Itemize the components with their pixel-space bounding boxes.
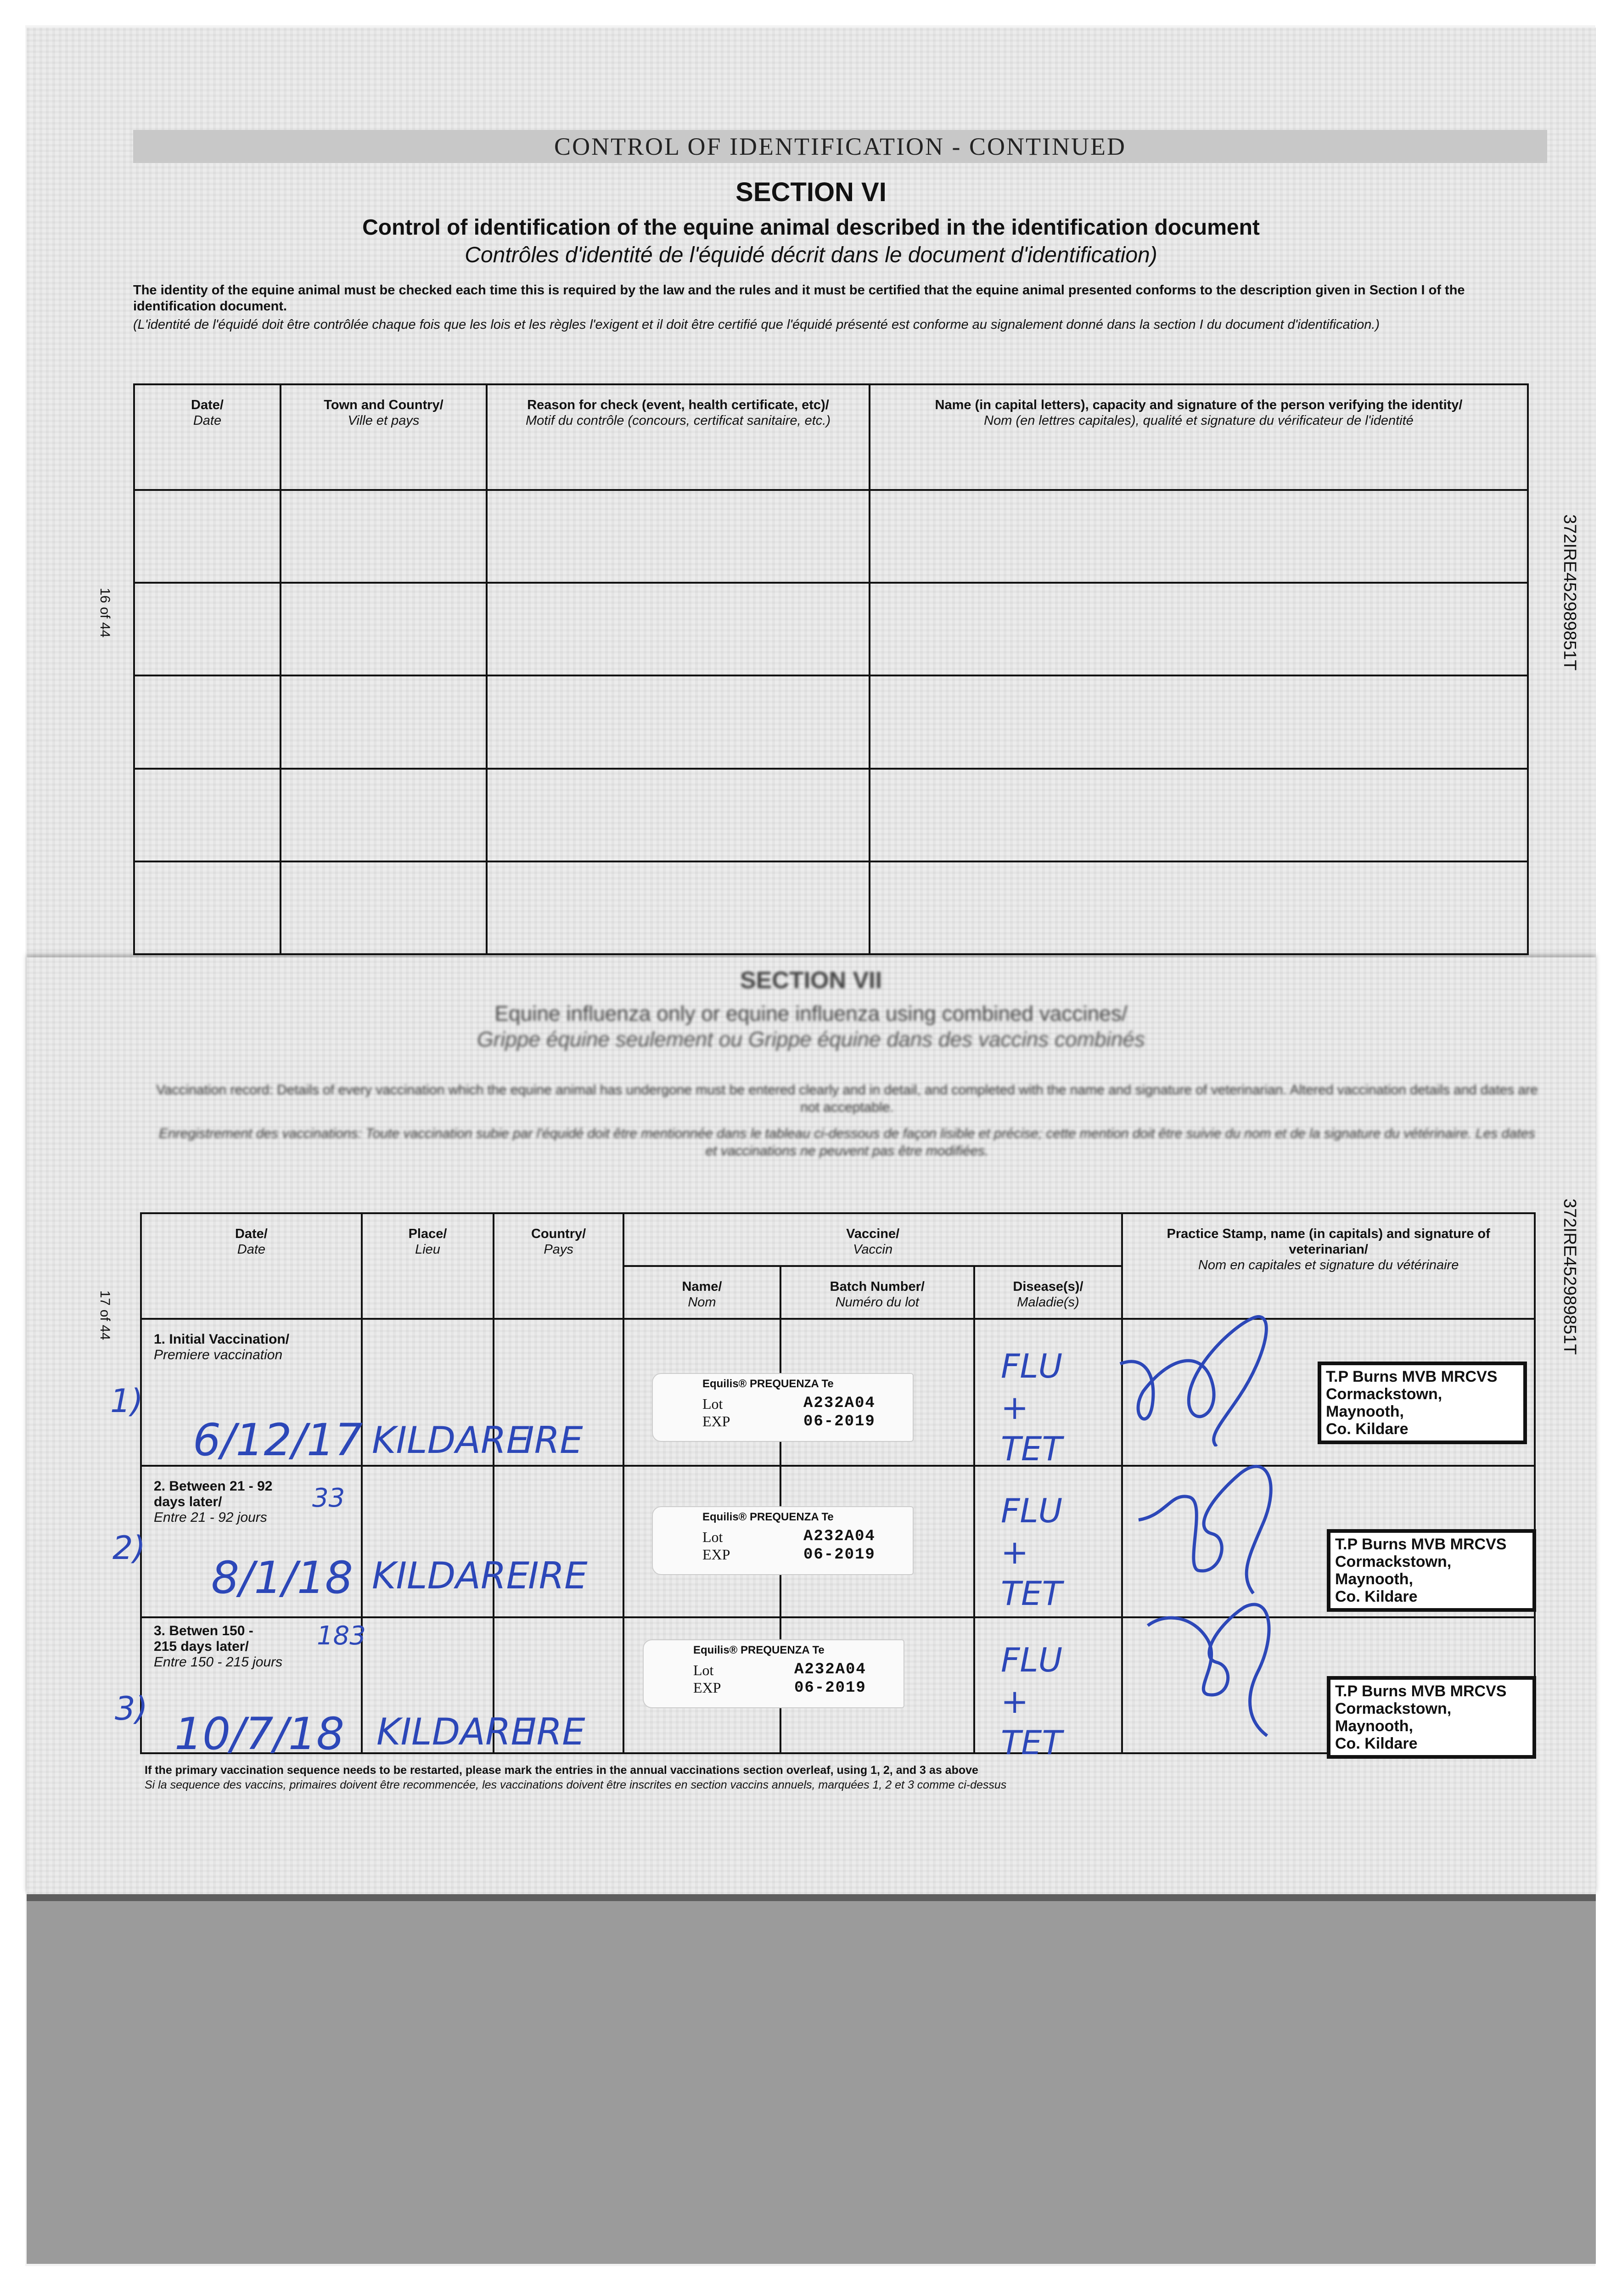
- vac-col-name: [623, 1266, 780, 1319]
- expiry-date: 06-2019: [803, 1546, 876, 1564]
- section-vi-subtitle-fr: Contrôles d'identité de l'équidé décrit dans le document d'identification): [465, 243, 1157, 267]
- col-reason-en: Reason for check (event, health certificate, etc)/: [527, 398, 829, 412]
- expiry-date: 06-2019: [794, 1679, 866, 1697]
- row-3-country: IRE: [526, 1711, 585, 1753]
- vac-col-date-en: Date/: [235, 1227, 268, 1241]
- section-vi-instruction-en: The identity of the equine animal must be checked each time this is required by the law and the rules and it must be certified that the equine animal presented conforms to the description given in Section I of the identification document.: [133, 283, 1465, 314]
- lot-exp-labels: [702, 1395, 730, 1430]
- section-vi-instruction-fr: (L'identité de l'équidé doit être contrôlée chaque fois que les lois et les règles l'exigent et il doit être certifié que l'équidé présenté est conforme au signalement donné dans la section I du document d'identification.): [133, 317, 1380, 332]
- row-3-vet-stamp: [1327, 1676, 1536, 1759]
- vac-col-place: [362, 1213, 494, 1319]
- col-date-fr: Date: [193, 413, 222, 428]
- vac-col-vaccine-fr: Vaccin: [853, 1242, 893, 1257]
- cell[interactable]: [870, 490, 1528, 583]
- vac-col-vet-fr: Nom en capitales et signature du vétérinaire: [1198, 1258, 1459, 1272]
- footnote-fr: Si la sequence des vaccins, primaires doivent être recommencée, les vaccinations doivent être inscrites en section vaccins annuels, marquées 1, 2 et 3 comme ci-dessus: [145, 1778, 1007, 1791]
- vac-col-date: [141, 1213, 362, 1319]
- col-reason-fr: Motif du contrôle (concours, certificat sanitaire, etc.): [525, 413, 831, 428]
- identity-check-table: [133, 383, 1529, 955]
- row-1-country: IRE: [523, 1419, 583, 1462]
- footnote-en: If the primary vaccination sequence needs to be restarted, please mark the entries in the annual vaccinations section overleaf, using 1, 2, and 3 as above: [145, 1764, 978, 1777]
- cell[interactable]: [281, 769, 487, 861]
- row-1-label-en: 1. Initial Vaccination/: [154, 1332, 290, 1347]
- document-number-top: 372IRE452989851T: [1560, 514, 1579, 671]
- cell[interactable]: [281, 861, 487, 954]
- stamp-line: Co. Kildare: [1326, 1420, 1409, 1438]
- exp-label: EXP: [702, 1546, 730, 1563]
- identity-check-row: [134, 861, 1528, 954]
- vac-col-name-fr: Nom: [688, 1295, 716, 1310]
- row-2-place: KILDARE: [372, 1554, 530, 1597]
- cell[interactable]: [134, 675, 281, 768]
- stamp-line: Co. Kildare: [1335, 1735, 1418, 1752]
- col-town-country-en: Town and Country/: [324, 398, 443, 412]
- vac-col-place-en: Place/: [408, 1227, 447, 1241]
- section-vii-subtitle-fr: Grippe équine seulement ou Grippe équine dans des vaccins combinés: [477, 1027, 1145, 1051]
- row-2-label-fr: Entre 21 - 92 jours: [154, 1510, 267, 1525]
- col-verifier: [870, 384, 1528, 490]
- cell[interactable]: [281, 675, 487, 768]
- vac-col-batch-fr: Numéro du lot: [835, 1295, 919, 1310]
- row-1-disease: FLU + TET: [1001, 1347, 1063, 1468]
- cell[interactable]: [487, 490, 870, 583]
- cell[interactable]: [487, 769, 870, 861]
- lot-number: A232A04: [803, 1395, 876, 1412]
- col-town-country-fr: Ville et pays: [348, 413, 420, 428]
- row-2-date: 8/1/18: [211, 1552, 353, 1604]
- cell[interactable]: [281, 583, 487, 675]
- section-vi-subtitle-en: Control of identification of the equine animal described in the identification document: [362, 215, 1260, 240]
- exp-label: EXP: [693, 1679, 721, 1696]
- vac-col-vaccine-en: Vaccine/: [846, 1227, 900, 1241]
- stamp-line: Cormackstown, Maynooth,: [1335, 1700, 1452, 1735]
- cell[interactable]: [134, 769, 281, 861]
- row-2-label-en: 2. Between 21 - 92 days later/: [154, 1479, 273, 1509]
- vac-col-date-fr: Date: [237, 1242, 266, 1257]
- row-2-vaccine-sticker: [652, 1506, 914, 1575]
- col-reason: [487, 384, 870, 490]
- lot-label: Lot: [702, 1529, 723, 1545]
- vac-col-vet-en: Practice Stamp, name (in capitals) and signature of veterinarian/: [1167, 1227, 1490, 1257]
- expiry-date: 06-2019: [803, 1413, 876, 1430]
- section-banner: CONTROL OF IDENTIFICATION - CONTINUED: [133, 130, 1547, 163]
- cell[interactable]: [870, 583, 1528, 675]
- cell[interactable]: [134, 490, 281, 583]
- vac-col-batch: [780, 1266, 974, 1319]
- col-date-en: Date/: [191, 398, 224, 412]
- row-3-days-note: 183: [317, 1621, 366, 1651]
- stamp-line: Cormackstown, Maynooth,: [1326, 1385, 1442, 1420]
- stamp-line: T.P Burns MVB MRCVS: [1335, 1683, 1507, 1700]
- row-2-index-mark: 2): [112, 1529, 146, 1567]
- col-verifier-fr: Nom (en lettres capitales), qualité et signature du vérificateur de l'identité: [984, 413, 1414, 428]
- vaccine-brand: Equilis® PREQUENZA Te: [702, 1511, 834, 1523]
- identity-check-row: [134, 769, 1528, 861]
- section-vii-instruction-fr: Enregistrement des vaccinations: Toute vaccination subie par l'équidé doit être mentionnée dans le tableau ci-dessous de façon lisible et précise; cette mention doit être suivie du nom et de la signature du vétérinaire. Les dates et vaccinations ne peuvent pas être modifiées.: [158, 1126, 1536, 1159]
- row-1-date: 6/12/17: [193, 1414, 363, 1466]
- row-2-label: [154, 1479, 273, 1525]
- vac-col-country-en: Country/: [531, 1227, 586, 1241]
- row-1-index-mark: 1): [110, 1382, 143, 1420]
- row-1-signature-icon: [1102, 1300, 1295, 1446]
- lot-exp-values: [803, 1527, 876, 1564]
- cell[interactable]: [487, 861, 870, 954]
- row-2-days-note: 33: [312, 1483, 345, 1513]
- row-3-label-fr: Entre 150 - 215 jours: [154, 1654, 283, 1670]
- row-3-vaccine-sticker: [643, 1639, 904, 1708]
- section-vii-subtitle-en: Equine influenza only or equine influenza using combined vaccines/: [494, 1002, 1128, 1025]
- cell[interactable]: [870, 769, 1528, 861]
- lot-number: A232A04: [794, 1661, 866, 1678]
- section-vi-heading: SECTION VI: [735, 177, 887, 207]
- col-town-country: [281, 384, 487, 490]
- vac-col-name-en: Name/: [682, 1279, 722, 1294]
- vaccine-brand: Equilis® PREQUENZA Te: [702, 1378, 834, 1390]
- vac-col-disease-en: Disease(s)/: [1013, 1279, 1083, 1294]
- vac-col-batch-en: Batch Number/: [830, 1279, 925, 1294]
- section-vii-heading: SECTION VII: [740, 967, 882, 994]
- identity-check-row: [134, 490, 1528, 583]
- stamp-line: T.P Burns MVB MRCVS: [1335, 1536, 1507, 1553]
- cell[interactable]: [134, 861, 281, 954]
- cell[interactable]: [870, 675, 1528, 768]
- row-1-vet-stamp: [1318, 1362, 1527, 1444]
- stamp-line: T.P Burns MVB MRCVS: [1326, 1368, 1498, 1385]
- vac-col-vaccine: [623, 1213, 1122, 1266]
- vaccine-brand: Equilis® PREQUENZA Te: [693, 1644, 825, 1656]
- row-1-label-fr: Premiere vaccination: [154, 1347, 283, 1362]
- document-number-bottom: 372IRE452989851T: [1560, 1199, 1579, 1355]
- vac-col-disease-fr: Maladie(s): [1017, 1295, 1079, 1310]
- row-2-country: IRE: [528, 1554, 588, 1597]
- lot-exp-values: [803, 1394, 876, 1431]
- vac-col-country-fr: Pays: [544, 1242, 573, 1257]
- cell[interactable]: [487, 583, 870, 675]
- cell[interactable]: [134, 583, 281, 675]
- cell[interactable]: [487, 675, 870, 768]
- row-3-place: KILDARE: [376, 1711, 534, 1753]
- page-number-16: 16 of 44: [97, 588, 112, 638]
- stamp-line: Cormackstown, Maynooth,: [1335, 1553, 1452, 1588]
- vac-col-disease: [974, 1266, 1122, 1319]
- col-date: [134, 384, 281, 490]
- row-3-disease: FLU + TET: [1001, 1641, 1063, 1762]
- row-2-vet-stamp: [1327, 1529, 1536, 1612]
- cell[interactable]: [870, 861, 1528, 954]
- lot-number: A232A04: [803, 1528, 876, 1545]
- lot-exp-labels: [693, 1661, 721, 1696]
- vac-col-place-fr: Lieu: [415, 1242, 440, 1257]
- lot-label: Lot: [693, 1662, 714, 1678]
- row-1-vaccine-sticker: [652, 1373, 914, 1442]
- identity-check-row: [134, 583, 1528, 675]
- row-1-label: [154, 1332, 289, 1363]
- row-3-date: 10/7/18: [174, 1708, 345, 1760]
- lot-exp-labels: [702, 1528, 730, 1563]
- page-number-17: 17 of 44: [97, 1290, 112, 1340]
- identity-check-header-row: [134, 384, 1528, 490]
- lot-label: Lot: [702, 1396, 723, 1412]
- cell[interactable]: [281, 490, 487, 583]
- vac-col-country: [494, 1213, 623, 1319]
- section-vii-instruction-en: Vaccination record: Details of every vaccination which the equine animal has undergone must be entered clearly and in detail, and completed with the name and signature of veterinarian. Altered vaccination details and dates are not acceptable.: [156, 1082, 1538, 1115]
- exp-label: EXP: [702, 1413, 730, 1429]
- row-3-label-en: 3. Betwen 150 - 215 days later/: [154, 1623, 253, 1654]
- row-2-disease: FLU + TET: [1001, 1491, 1063, 1613]
- col-verifier-en: Name (in capital letters), capacity and signature of the person verifying the identity/: [935, 398, 1463, 412]
- row-1-place: KILDARE: [372, 1419, 530, 1462]
- scanner-background-area: [27, 1901, 1596, 2264]
- lot-exp-values: [794, 1660, 866, 1697]
- row-3-signature-icon: [1139, 1584, 1304, 1740]
- row-3-index-mark: 3): [115, 1690, 148, 1728]
- identity-check-row: [134, 675, 1528, 768]
- stamp-line: Co. Kildare: [1335, 1588, 1418, 1605]
- row-2-signature-icon: [1129, 1446, 1304, 1603]
- row-3-label: [154, 1623, 282, 1670]
